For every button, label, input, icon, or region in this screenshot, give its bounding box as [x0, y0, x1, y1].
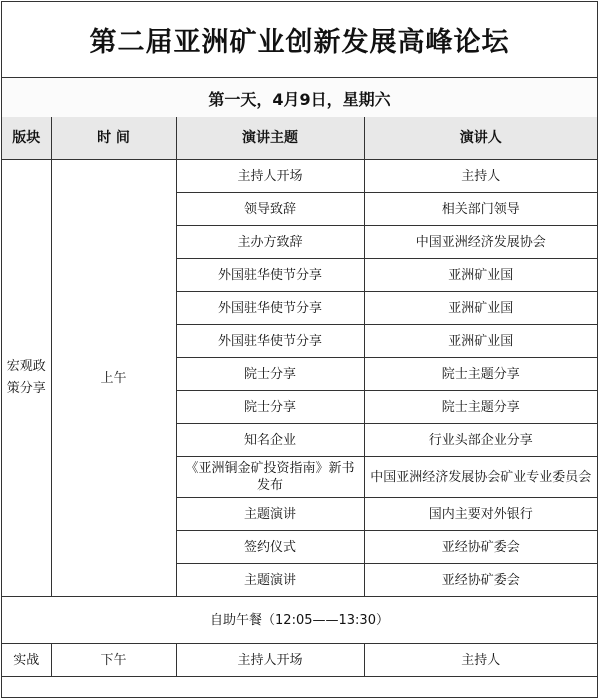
- block-cell-afternoon: 实战: [2, 644, 51, 677]
- topic-cell: 主持人开场: [176, 644, 364, 677]
- speaker-cell: 国内主要对外银行: [364, 498, 597, 531]
- speaker-cell: 相关部门领导: [364, 193, 597, 226]
- topic-cell: 外国驻华使节分享: [176, 292, 364, 325]
- table-row: [2, 160, 597, 193]
- topic-cell: 主持人开场: [176, 160, 364, 193]
- topic-cell: 主办方致辞: [176, 226, 364, 259]
- table-header-row: [2, 117, 597, 160]
- speaker-cell: 中国亚洲经济发展协会矿业专业委员会: [364, 457, 597, 498]
- speaker-cell: 亚洲矿业国: [364, 325, 597, 358]
- column-header-time: 时 间: [51, 117, 176, 160]
- speaker-cell: 亚洲矿业国: [364, 292, 597, 325]
- speaker-cell: 主持人: [364, 160, 597, 193]
- lunch-cell: 自助午餐（12:05——13:30）: [2, 597, 597, 644]
- speaker-cell: 院士主题分享: [364, 358, 597, 391]
- day-header: 第一天，4月9日，星期六: [2, 77, 597, 119]
- speaker-cell: 亚经协矿委会: [364, 564, 597, 597]
- column-header-speaker: 演讲人: [364, 117, 597, 160]
- topic-cell: 外国驻华使节分享: [176, 259, 364, 292]
- topic-cell: 院士分享: [176, 358, 364, 391]
- time-cell-morning: 上午: [51, 160, 176, 597]
- topic-cell: 知名企业: [176, 424, 364, 457]
- speaker-cell: 主持人: [364, 644, 597, 677]
- topic-cell: 领导致辞: [176, 193, 364, 226]
- speaker-cell: 中国亚洲经济发展协会: [364, 226, 597, 259]
- table-row: [2, 644, 597, 677]
- topic-cell: 外国驻华使节分享: [176, 325, 364, 358]
- column-header-block: 版块: [2, 117, 51, 160]
- speaker-cell: 院士主题分享: [364, 391, 597, 424]
- schedule-frame: [1, 1, 598, 698]
- speaker-cell: 亚洲矿业国: [364, 259, 597, 292]
- speaker-cell: 亚经协矿委会: [364, 531, 597, 564]
- time-cell-afternoon: 下午: [51, 644, 176, 677]
- speaker-cell: 行业头部企业分享: [364, 424, 597, 457]
- topic-cell: 签约仪式: [176, 531, 364, 564]
- column-header-topic: 演讲主题: [176, 117, 364, 160]
- lunch-row: [2, 597, 597, 644]
- topic-cell: 院士分享: [176, 391, 364, 424]
- block-cell-morning: 宏观政策分享: [2, 160, 51, 597]
- schedule-table: [2, 117, 597, 677]
- page-title: 第二届亚洲矿业创新发展高峰论坛: [89, 27, 510, 58]
- topic-cell: 《亚洲铜金矿投资指南》新书发布: [176, 457, 364, 498]
- topic-cell: 主题演讲: [176, 564, 364, 597]
- topic-cell: 主题演讲: [176, 498, 364, 531]
